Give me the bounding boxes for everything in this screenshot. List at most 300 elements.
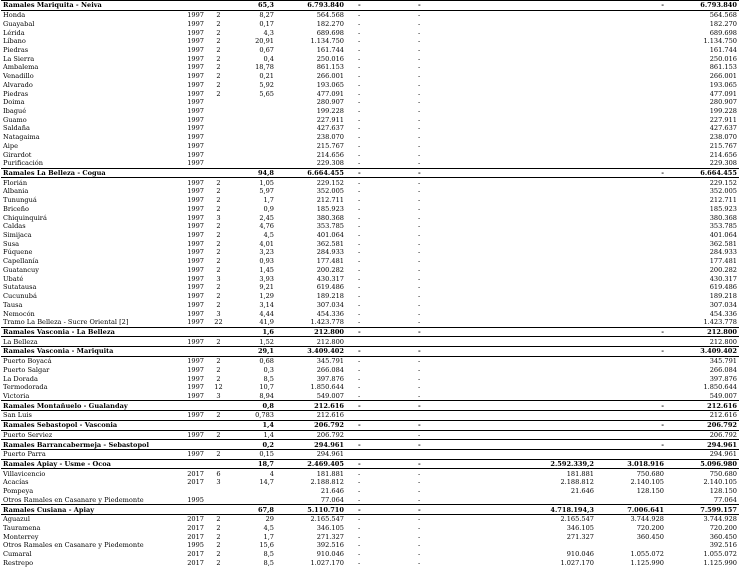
cell-col-7: 4.718.194,3 [511, 505, 596, 515]
cell-year: 1997 [187, 357, 204, 366]
cell-col-2: 12 [214, 383, 223, 392]
cell-total: 5.096.980 [666, 459, 739, 469]
cell-value: 619.486 [316, 283, 344, 292]
cell-length [231, 487, 276, 496]
section-header-row [1, 440, 739, 450]
cell-total: 199.228 [709, 106, 737, 115]
cell-value: 199.228 [316, 106, 344, 115]
cell-segment-name: Restrepo [3, 558, 34, 567]
cell-year: 1997 [187, 257, 204, 266]
cell-col-2: 3 [216, 478, 221, 487]
cell-col-7 [511, 124, 596, 133]
cell-col-7 [511, 292, 596, 301]
cell-length: 3,93 [259, 274, 274, 283]
cell-col-7 [511, 1, 596, 11]
cell-total: 229.152 [709, 178, 737, 187]
cell-length: 8,5 [263, 550, 274, 559]
cell-total: 750.680 [709, 469, 737, 478]
cell-year: 1997 [187, 133, 204, 142]
cell-col-5: - [358, 300, 361, 309]
cell-total: 549.007 [709, 391, 737, 400]
cell-col-8 [596, 72, 666, 81]
cell-year: 1997 [187, 274, 204, 283]
cell-col-5: - [358, 239, 361, 248]
cell-length [231, 107, 276, 116]
section-header-row [1, 401, 739, 411]
cell-value: 284.933 [316, 248, 344, 257]
cell-col-7 [511, 63, 596, 72]
cell-col-2: 2 [216, 524, 221, 533]
cell-year [171, 327, 206, 337]
cell-col-5: - [358, 63, 361, 72]
cell-col-7: 1.027.170 [560, 558, 594, 567]
cell-col-6: - [418, 495, 421, 504]
cell-col-7: 181.881 [566, 469, 594, 478]
cell-year: 2017 [187, 478, 204, 487]
cell-segment-name: Tauramena [3, 524, 41, 533]
cell-col-7 [511, 541, 596, 550]
cell-length [231, 133, 276, 142]
cell-col-8 [596, 337, 666, 347]
cell-col-6: - [418, 11, 421, 20]
cell-col-8 [596, 374, 666, 383]
table-row [1, 124, 739, 133]
table-row [1, 487, 739, 496]
cell-length: 1,29 [259, 292, 274, 301]
cell-col-8 [596, 205, 666, 214]
table-row [1, 559, 739, 568]
cell-col-8 [596, 266, 666, 275]
cell-col-7 [511, 496, 596, 505]
table-row [1, 46, 739, 55]
cell-col-7 [511, 159, 596, 168]
cell-length: 9,21 [259, 283, 274, 292]
cell-col-5: - [358, 383, 361, 392]
cell-col-6 [406, 337, 511, 347]
cell-col-8 [596, 231, 666, 240]
table-row [1, 239, 739, 248]
cell-col-2: 2 [216, 365, 221, 374]
cell-year: 2017 [187, 532, 204, 541]
cell-total: 212.711 [709, 196, 737, 205]
cell-value: 271.327 [316, 532, 344, 541]
cell-length: 65,3 [231, 1, 276, 11]
cell-length: 0,2 [231, 440, 276, 450]
section-header-row [1, 505, 739, 515]
cell-value: 6.664.455 [276, 168, 346, 178]
cell-value: 6.793.840 [276, 1, 346, 11]
table-body [1, 1, 739, 568]
cell-year [171, 440, 206, 450]
cell-col-5: - [358, 309, 361, 318]
cell-year: 1997 [187, 106, 204, 115]
cell-col-2 [206, 168, 231, 178]
cell-col-8 [596, 28, 666, 37]
cell-value: 212.616 [276, 401, 346, 411]
cell-col-8 [596, 142, 666, 151]
cell-col-8: - [596, 347, 666, 357]
cell-value: 185.923 [316, 204, 344, 213]
cell-col-6: - [406, 505, 511, 515]
cell-length: 14,7 [259, 478, 274, 487]
cell-segment-name: Ramales Sebastopol - Vasconia [1, 420, 171, 430]
cell-value: 2.165.547 [310, 515, 344, 524]
cell-length: 0,783 [255, 411, 274, 420]
cell-col-2 [206, 124, 231, 133]
cell-year: 1997 [187, 213, 204, 222]
cell-total: 7.599.157 [666, 505, 739, 515]
cell-length: 0,3 [263, 365, 274, 374]
cell-col-5: - [346, 440, 406, 450]
cell-total: 284.933 [709, 248, 737, 257]
gas-pipeline-table [1, 0, 739, 567]
cell-total: 294.961 [709, 450, 737, 459]
cell-value: 266.001 [316, 72, 344, 81]
cell-year [171, 1, 206, 11]
cell-col-2: 2 [216, 257, 221, 266]
cell-col-8 [596, 150, 666, 159]
cell-total: 352.005 [709, 187, 737, 196]
cell-year: 1997 [187, 141, 204, 150]
cell-col-5 [346, 411, 406, 421]
cell-col-5: - [358, 28, 361, 37]
cell-col-5: - [346, 401, 406, 411]
cell-value: 401.064 [316, 231, 344, 240]
cell-col-7: 271.327 [566, 532, 594, 541]
cell-col-7 [511, 327, 596, 337]
cell-length: 0,93 [259, 257, 274, 266]
cell-col-5: - [358, 187, 361, 196]
cell-col-7 [511, 10, 596, 19]
cell-col-2 [206, 150, 231, 159]
table-row [1, 524, 739, 533]
cell-col-2: 2 [216, 187, 221, 196]
cell-col-2 [206, 142, 231, 151]
cell-col-6: - [406, 168, 511, 178]
cell-col-5: - [358, 19, 361, 28]
cell-value: 353.785 [316, 222, 344, 231]
table-row [1, 37, 739, 46]
cell-segment-name: Sutatausa [3, 283, 37, 292]
cell-col-6: - [406, 459, 511, 469]
cell-value: 212.616 [316, 411, 344, 420]
table-row [1, 107, 739, 116]
cell-col-5: - [358, 115, 361, 124]
cell-total: 294.961 [666, 440, 739, 450]
cell-col-7 [511, 205, 596, 214]
cell-year: 1997 [187, 150, 204, 159]
cell-col-5: - [358, 98, 361, 107]
cell-col-8 [596, 356, 666, 365]
cell-length: 15,6 [259, 541, 274, 550]
cell-length: 29 [265, 515, 274, 524]
cell-segment-name: Pompeya [3, 487, 34, 496]
cell-segment-name: Guatancuy [3, 265, 39, 274]
cell-segment-name: Villavicencio [3, 469, 46, 478]
cell-col-5: - [358, 37, 361, 46]
cell-col-5: - [358, 357, 361, 366]
cell-col-2: 2 [216, 19, 221, 28]
table-row [1, 205, 739, 214]
cell-year: 2017 [187, 515, 204, 524]
cell-col-6: - [418, 283, 421, 292]
cell-total: 77.064 [713, 495, 737, 504]
cell-value: 161.744 [316, 45, 344, 54]
cell-col-5: - [346, 1, 406, 11]
table-row [1, 257, 739, 266]
cell-length [231, 142, 276, 151]
cell-col-5: - [358, 80, 361, 89]
cell-col-8 [596, 89, 666, 98]
cell-value: 189.218 [316, 292, 344, 301]
cell-col-7 [511, 28, 596, 37]
section-header-row [1, 327, 739, 337]
table-row [1, 478, 739, 487]
cell-col-5 [346, 449, 406, 459]
cell-col-2: 2 [216, 337, 221, 346]
cell-length: 20,91 [255, 37, 274, 46]
cell-col-6: - [418, 213, 421, 222]
cell-length: 0,17 [259, 19, 274, 28]
cell-total: 189.218 [709, 292, 737, 301]
table-row [1, 541, 739, 550]
cell-col-2: 2 [216, 515, 221, 524]
cell-segment-name: Alvarado [3, 80, 33, 89]
cell-segment-name: Guamo [3, 115, 27, 124]
cell-total: 212.616 [709, 411, 737, 420]
cell-col-6: - [418, 196, 421, 205]
cell-segment-name: Caldas [3, 222, 26, 231]
cell-year: 1995 [187, 541, 204, 550]
cell-year: 1997 [187, 450, 204, 459]
cell-segment-name: Otros Ramales en Casanare y Piedemonte [3, 495, 144, 504]
cell-year: 1997 [187, 292, 204, 301]
cell-segment-name: Tausa [3, 300, 23, 309]
cell-col-7 [511, 274, 596, 283]
cell-col-7 [511, 283, 596, 292]
cell-year [171, 487, 206, 496]
cell-segment-name: Saldaña [3, 124, 30, 133]
cell-length: 41,9 [259, 318, 274, 327]
table-row [1, 374, 739, 383]
cell-col-8 [596, 178, 666, 187]
cell-col-7 [511, 107, 596, 116]
cell-segment-name: Victoria [3, 391, 30, 400]
cell-col-6: - [418, 309, 421, 318]
cell-segment-name: Ramales Barrancabermeja - Sebastopol [1, 440, 171, 450]
cell-col-8 [596, 283, 666, 292]
cell-length: 8,27 [259, 11, 274, 20]
cell-segment-name: Ramales Vasconia - Mariquita [1, 347, 171, 357]
cell-col-5 [346, 337, 406, 347]
cell-year: 2017 [187, 550, 204, 559]
table-row [1, 266, 739, 275]
cell-year: 1997 [187, 19, 204, 28]
cell-col-6: - [418, 478, 421, 487]
cell-segment-name: San Luis [3, 411, 32, 420]
cell-length: 8,94 [259, 391, 274, 400]
cell-col-5: - [358, 133, 361, 142]
cell-col-6: - [418, 19, 421, 28]
cell-col-6: - [418, 72, 421, 81]
table-row [1, 469, 739, 478]
cell-col-7: 2.188.812 [560, 478, 594, 487]
cell-value: 689.698 [316, 28, 344, 37]
cell-length: 8,5 [263, 374, 274, 383]
cell-col-8: - [596, 327, 666, 337]
cell-col-8 [596, 187, 666, 196]
cell-col-6: - [418, 515, 421, 524]
cell-col-5: - [358, 54, 361, 63]
cell-col-8: - [596, 168, 666, 178]
cell-segment-name: Purificación [3, 159, 43, 168]
cell-value: 352.005 [316, 187, 344, 196]
cell-col-2: 3 [216, 391, 221, 400]
cell-col-6: - [418, 365, 421, 374]
cell-col-5: - [358, 89, 361, 98]
cell-value: 229.308 [316, 159, 344, 168]
cell-segment-name: Ibagué [3, 106, 27, 115]
cell-col-8: 3.744.928 [630, 515, 664, 524]
cell-length: 0,68 [259, 357, 274, 366]
cell-col-5: - [358, 550, 361, 559]
cell-total: 266.084 [709, 365, 737, 374]
cell-total: 6.664.455 [666, 168, 739, 178]
cell-col-8: 720.200 [636, 524, 664, 533]
cell-col-8 [596, 430, 666, 440]
table-row [1, 300, 739, 309]
cell-col-8 [596, 46, 666, 55]
cell-col-6: - [406, 1, 511, 11]
cell-segment-name: Aguazul [3, 515, 30, 524]
cell-segment-name: Simijaca [3, 231, 32, 240]
table-row [1, 98, 739, 107]
cell-year: 2017 [187, 558, 204, 567]
cell-value: 5.110.710 [276, 505, 346, 515]
table-row [1, 133, 739, 142]
cell-segment-name: La Belleza [3, 337, 38, 346]
section-header-row [1, 459, 739, 469]
cell-col-8: 1.055.072 [630, 550, 664, 559]
cell-col-8 [596, 19, 666, 28]
cell-total: 345.791 [709, 357, 737, 366]
cell-col-8 [596, 196, 666, 205]
cell-year: 1997 [187, 222, 204, 231]
cell-col-6: - [418, 239, 421, 248]
cell-value: 362.581 [316, 239, 344, 248]
cell-col-7 [511, 365, 596, 374]
cell-col-7 [511, 222, 596, 231]
cell-segment-name: Ubaté [3, 274, 24, 283]
cell-year: 1997 [187, 37, 204, 46]
cell-col-7 [511, 231, 596, 240]
cell-year: 1997 [187, 383, 204, 392]
cell-col-8 [596, 300, 666, 309]
cell-total: 3.409.402 [666, 347, 739, 357]
cell-segment-name: Aipe [3, 141, 18, 150]
cell-value: 206.792 [316, 430, 344, 439]
cell-year: 1997 [187, 309, 204, 318]
cell-year: 1997 [187, 63, 204, 72]
table-row [1, 213, 739, 222]
cell-total: 564.568 [709, 11, 737, 20]
cell-col-5: - [358, 524, 361, 533]
table-row [1, 356, 739, 365]
cell-total: 689.698 [709, 28, 737, 37]
cell-total: 161.744 [709, 45, 737, 54]
cell-col-8 [596, 309, 666, 318]
cell-total: 128.150 [709, 487, 737, 496]
cell-year: 1997 [187, 391, 204, 400]
cell-col-8 [596, 496, 666, 505]
cell-value: 910.046 [316, 550, 344, 559]
cell-length: 0,67 [259, 45, 274, 54]
cell-col-5: - [358, 532, 361, 541]
cell-col-8 [596, 107, 666, 116]
cell-total: 720.200 [709, 524, 737, 533]
cell-segment-name: Honda [3, 11, 26, 20]
cell-col-8: 128.150 [636, 487, 664, 496]
cell-col-8 [596, 159, 666, 168]
cell-year: 1997 [187, 337, 204, 346]
cell-col-7 [511, 347, 596, 357]
cell-length: 4 [269, 469, 274, 478]
cell-col-7 [511, 257, 596, 266]
cell-col-5: - [358, 72, 361, 81]
cell-col-2: 2 [216, 80, 221, 89]
cell-segment-name: Florián [3, 178, 28, 187]
cell-length: 5,65 [259, 89, 274, 98]
cell-col-2 [206, 347, 231, 357]
cell-length: 4,5 [263, 231, 274, 240]
cell-year: 2017 [187, 524, 204, 533]
cell-total: 238.070 [709, 133, 737, 142]
cell-col-8: 360.450 [636, 532, 664, 541]
cell-col-6: - [406, 327, 511, 337]
cell-col-2: 2 [216, 430, 221, 439]
cell-segment-name: Piedras [3, 89, 29, 98]
cell-segment-name: Chiquinquirá [3, 213, 47, 222]
cell-length [231, 124, 276, 133]
cell-length: 3,23 [259, 248, 274, 257]
cell-year: 1997 [187, 374, 204, 383]
cell-col-6: - [418, 80, 421, 89]
cell-col-2: 2 [216, 265, 221, 274]
table-row [1, 318, 739, 327]
cell-total: 307.034 [709, 300, 737, 309]
table-row [1, 449, 739, 459]
cell-length [231, 159, 276, 168]
cell-segment-name: Otros Ramales en Casanare y Piedemonte [3, 541, 144, 550]
cell-year [171, 168, 206, 178]
cell-col-2: 2 [216, 89, 221, 98]
table-row [1, 383, 739, 392]
table-row [1, 142, 739, 151]
cell-col-5: - [358, 178, 361, 187]
cell-col-6: - [406, 440, 511, 450]
cell-segment-name: Lérida [3, 28, 25, 37]
cell-col-7 [511, 356, 596, 365]
cell-col-2 [206, 401, 231, 411]
cell-value: 345.791 [316, 357, 344, 366]
cell-col-6: - [406, 401, 511, 411]
cell-col-7 [511, 449, 596, 459]
cell-col-7 [511, 392, 596, 401]
cell-col-5: - [346, 347, 406, 357]
cell-col-2: 2 [216, 248, 221, 257]
cell-col-6: - [418, 292, 421, 301]
cell-col-5: - [346, 459, 406, 469]
